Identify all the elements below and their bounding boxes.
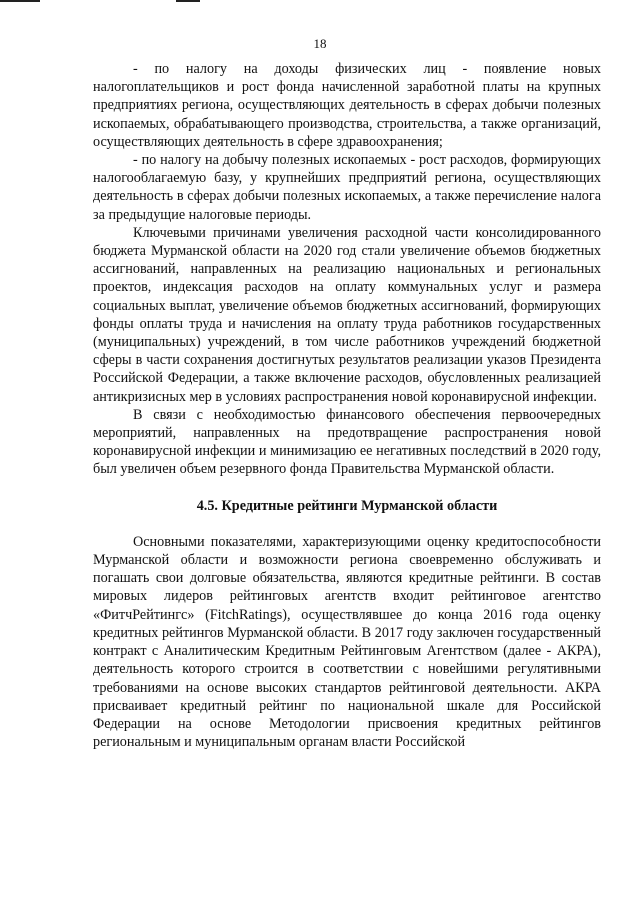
paragraph-credit-ratings: Основными показателями, характеризующими оценку кредитоспособности Мурманской области и возможности региона своевременно обслуживать и погашать свои долговые обязательства, являются кредитные рейтинги. В состав мировых лидеров рейтинговых агентств входит рейтинговое агентство «ФитчРейтингс» (FitchRatings), осуществлявшее до конца 2016 года оценку кредитных рейтингов Мурманской области. В 2017 году заключен государственный контракт с Аналитическим Кредитным Рейтинговым Агентством (далее - АКРА), деятельность которого строится в соответствии с новейшими регулятивными требованиями на основе высоких стандартов рейтинговой деятельности. АКРА присваивает кредитный рейтинг по национальной шкале для Российской Федерации на основе Методологии присвоения кредитных рейтингов региональным и муниципальным органам власти Российской [93,533,601,751]
page-number: 18 [313,36,327,51]
paragraph-reserve-fund: В связи с необходимостью финансового обеспечения первоочередных мероприятий, направленных на предотвращение распространения новой коронавирусной инфекции и минимизацию ее негативных последствий в 2020 году, был увеличен объем резервного фонда Правительства Мурманской области. [93,406,601,478]
scan-edge-mark [0,0,40,2]
section-title: 4.5. Кредитные рейтинги Мурманской области [196,497,498,514]
paragraph-mineral-tax: - по налогу на добычу полезных ископаемых - рост расходов, формирующих налогооблагаемую базу, у крупнейших предприятий региона, осуществляющих деятельность в сферах добычи полезных ископаемых, а также перечисление налога за предыдущие налоговые периоды. [93,152,601,223]
paragraph-income-tax: - по налогу на доходы физических лиц - появление новых налогоплательщиков и рост фонда начисленной заработной платы на крупных предприятиях региона, осуществляющих деятельность в сферах добычи полезных ископаемых, обрабатывающего производства, строительства, а также организаций, осуществляющих деятельность в сфере здравоохранения; [93,61,601,150]
paragraph-expense-reasons: Ключевыми причинами увеличения расходной части консолидированного бюджета Мурманской области на 2020 год стали увеличение объемов бюджетных ассигнований, направленных на реализацию национальных и региональных проектов, индексация расходов на оплату коммунальных услуг и размера социальных выплат, увеличение объемов бюджетных ассигнований, формирующих фонды оплаты труда и начисления на оплату труда работников государственных (муниципальных) учреждений, в том числе работников учреждений бюджетной сферы в части сохранения достигнутых результатов реализации указов Президента Российской Федерации, а также включение расходов, обусловленных реализацией антикризисных мер в условиях распространения новой коронавирусной инфекции. [93,224,601,405]
document-body [93,60,601,751]
scan-edge-mark [176,0,200,2]
